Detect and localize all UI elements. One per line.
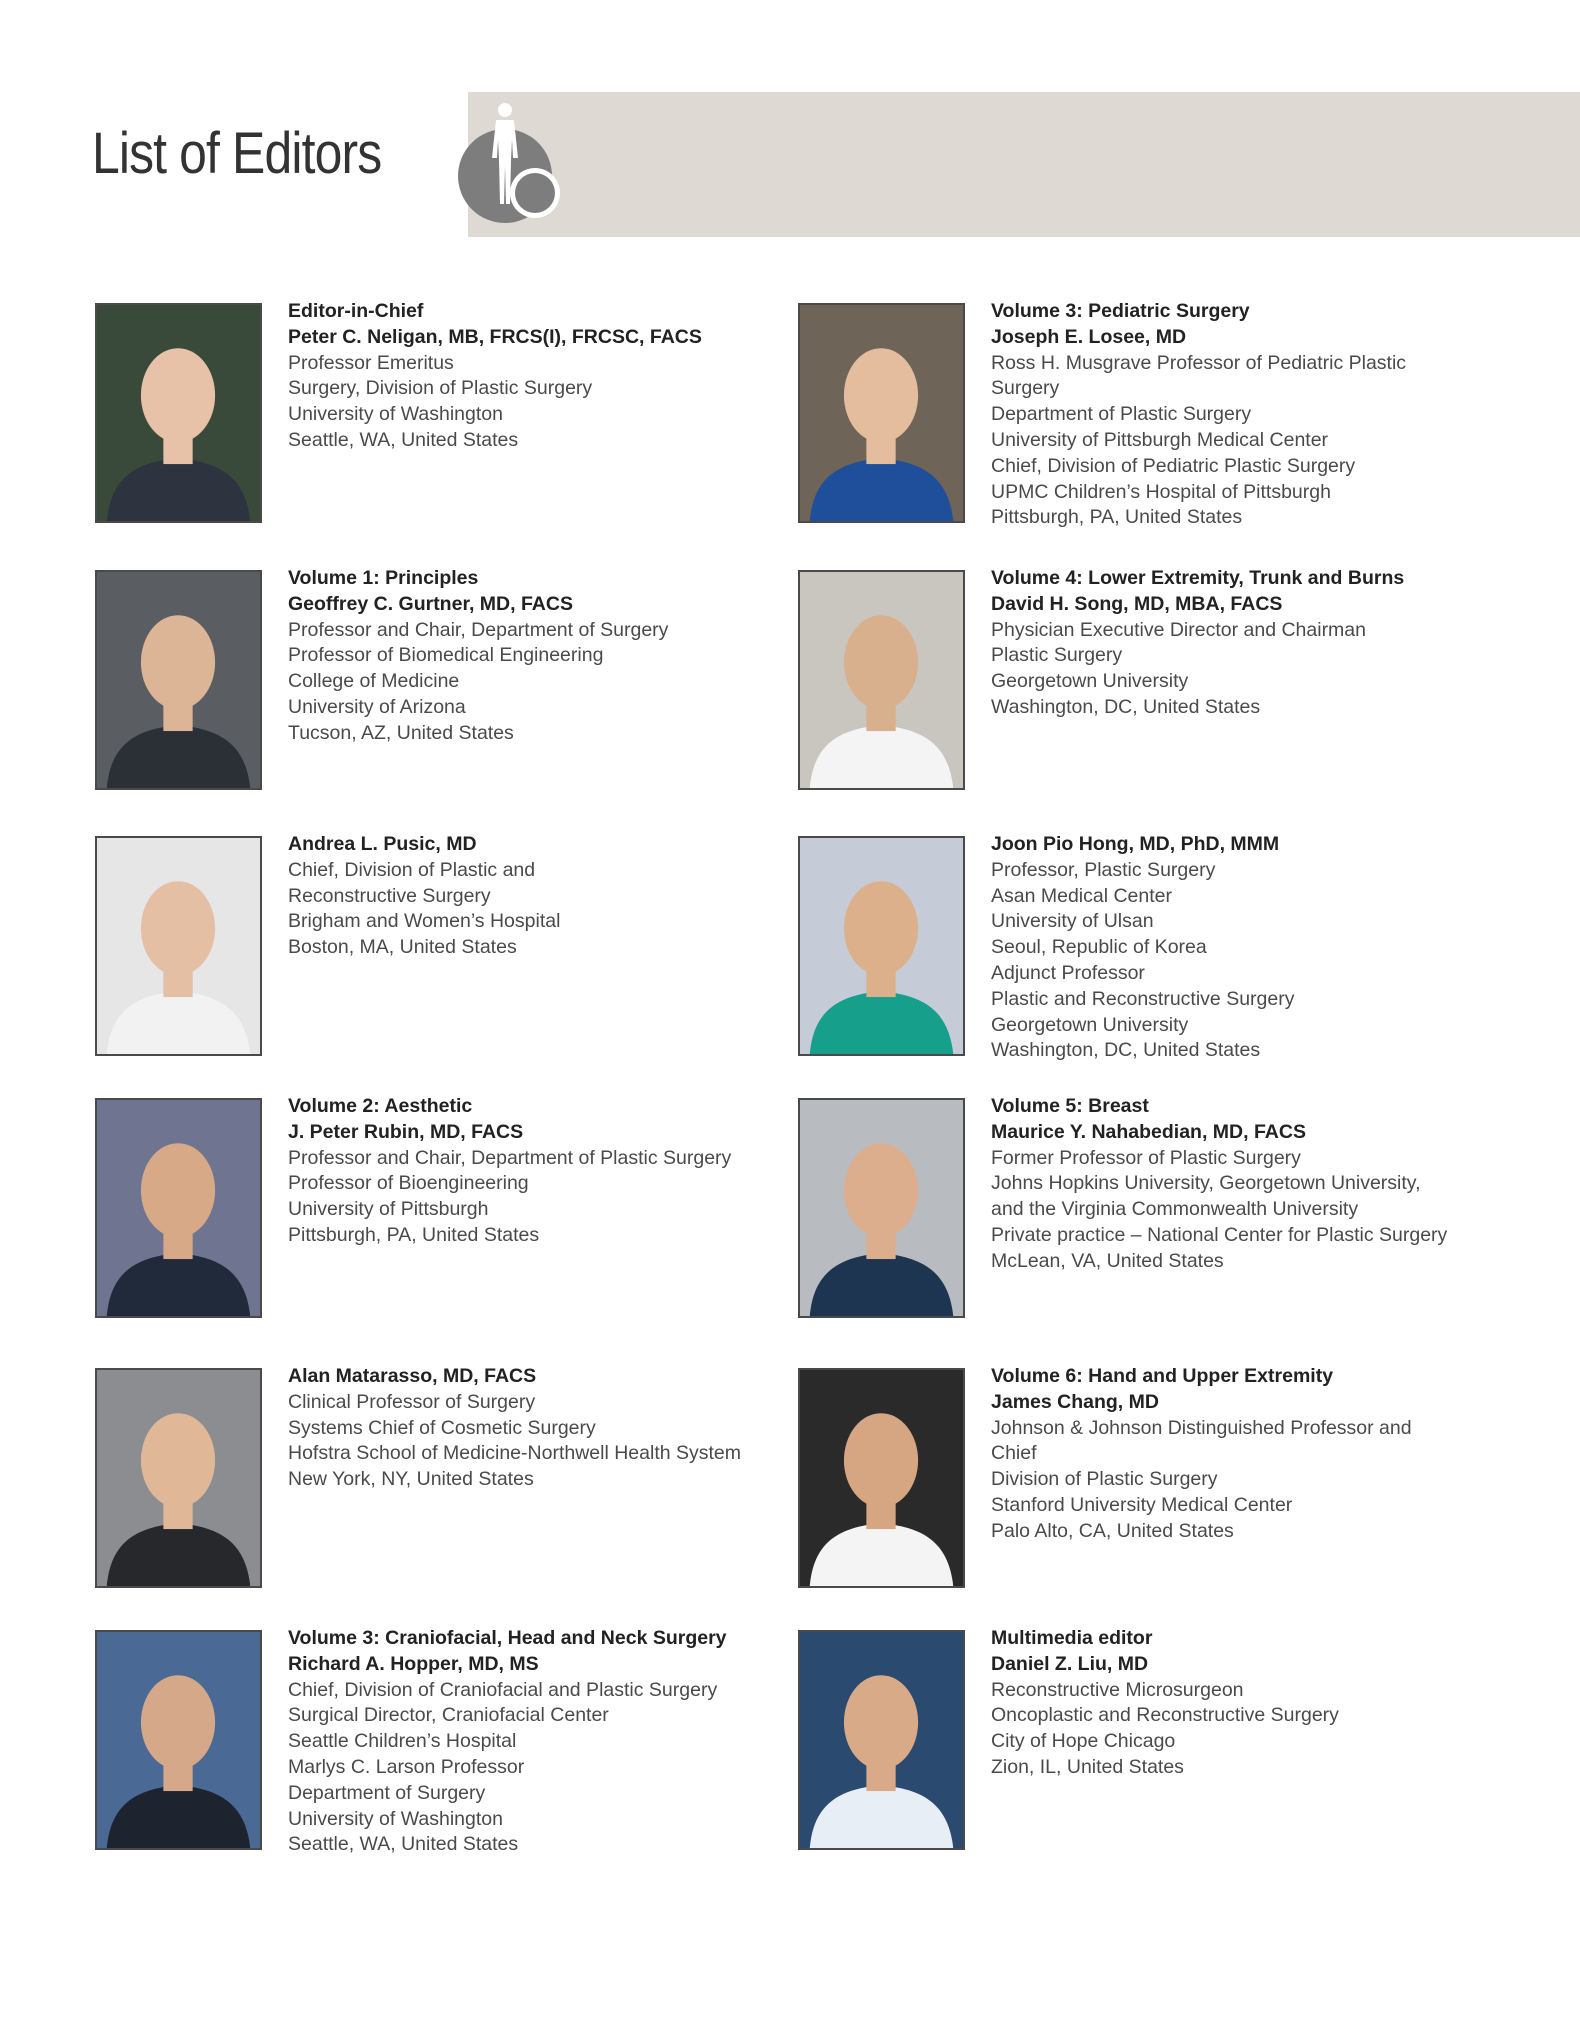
affiliation-line: Chief	[991, 1442, 1037, 1465]
affiliation-line: Chief, Division of Craniofacial and Plastic Surgery	[288, 1678, 718, 1701]
affiliation-line: Washington, DC, United States	[991, 1039, 1261, 1062]
affiliation-line: University of Pittsburgh Medical Center	[991, 428, 1329, 451]
editor-name: Joon Pio Hong, MD, PhD, MMM	[991, 833, 1280, 855]
affiliation-line: Physician Executive Director and Chairman	[991, 618, 1366, 641]
affiliation-line: Surgery, Division of Plastic Surgery	[288, 377, 593, 400]
affiliation-line: Surgery	[991, 377, 1060, 400]
editor-info	[991, 299, 1511, 531]
affiliation-line: Seattle, WA, United States	[288, 428, 519, 451]
affiliation-line: Tucson, AZ, United States	[288, 721, 514, 744]
affiliation-line: Georgetown University	[991, 670, 1189, 693]
editor-name: James Chang, MD	[991, 1390, 1159, 1413]
portrait-photo	[95, 303, 262, 523]
affiliation-line: Seattle, WA, United States	[288, 1833, 519, 1856]
affiliation-line: Private practice – National Center for Plastic Surgery	[991, 1223, 1448, 1246]
affiliation-line: Johnson & Johnson Distinguished Professor and	[991, 1416, 1412, 1439]
affiliation-line: Professor, Plastic Surgery	[991, 858, 1216, 881]
affiliation-line: McLean, VA, United States	[991, 1249, 1224, 1272]
editor-info	[288, 1094, 808, 1249]
volume-heading: Editor-in-Chief	[288, 300, 424, 322]
affiliation-line: Department of Plastic Surgery	[991, 403, 1252, 426]
portrait-photo	[95, 570, 262, 790]
editor-info	[991, 566, 1511, 721]
affiliation-line: Seoul, Republic of Korea	[991, 936, 1207, 959]
affiliation-line: University of Washington	[288, 1807, 503, 1830]
affiliation-line: Hofstra School of Medicine-Northwell Health System	[288, 1442, 742, 1465]
portrait-photo	[798, 303, 965, 523]
affiliation-line: Washington, DC, United States	[991, 695, 1261, 718]
affiliation-line: Professor and Chair, Department of Surgery	[288, 618, 669, 641]
portrait-photo	[95, 1630, 262, 1850]
editor-name: Joseph E. Losee, MD	[991, 325, 1187, 348]
editor-name: Peter C. Neligan, MB, FRCS(I), FRCSC, FACS	[288, 325, 702, 348]
affiliation-line: University of Washington	[288, 403, 503, 426]
affiliation-line: University of Arizona	[288, 695, 466, 718]
affiliation-line: Former Professor of Plastic Surgery	[991, 1146, 1301, 1169]
portrait-photo	[798, 1368, 965, 1588]
affiliation-line: Chief, Division of Pediatric Plastic Surgery	[991, 454, 1356, 477]
editor-name: Geoffrey C. Gurtner, MD, FACS	[288, 592, 573, 615]
editor-name: Andrea L. Pusic, MD	[288, 833, 477, 855]
editor-info	[288, 1626, 808, 1858]
affiliation-line: Marlys C. Larson Professor	[288, 1755, 525, 1778]
affiliation-line: UPMC Children’s Hospital of Pittsburgh	[991, 480, 1331, 503]
portrait-photo	[798, 836, 965, 1056]
affiliation-line: Pittsburgh, PA, United States	[991, 506, 1243, 529]
editor-info	[288, 299, 808, 454]
affiliation-line: Chief, Division of Plastic and	[288, 858, 536, 881]
affiliation-line: Georgetown University	[991, 1013, 1189, 1036]
affiliation-line: College of Medicine	[288, 670, 460, 693]
affiliation-line: Palo Alto, CA, United States	[991, 1519, 1234, 1542]
editor-name: J. Peter Rubin, MD, FACS	[288, 1120, 524, 1143]
editor-name: Daniel Z. Liu, MD	[991, 1652, 1149, 1675]
editor-name: David H. Song, MD, MBA, FACS	[991, 592, 1283, 615]
portrait-photo	[798, 1630, 965, 1850]
affiliation-line: Seattle Children’s Hospital	[288, 1730, 517, 1753]
portrait-photo	[95, 836, 262, 1056]
affiliation-line: Boston, MA, United States	[288, 936, 517, 959]
affiliation-line: Professor and Chair, Department of Plastic Surgery	[288, 1146, 732, 1169]
page-title: List of Editors	[92, 121, 382, 186]
editor-info	[991, 1364, 1511, 1545]
affiliation-line: Professor of Bioengineering	[288, 1172, 529, 1195]
affiliation-line: Stanford University Medical Center	[991, 1493, 1293, 1516]
volume-heading: Volume 2: Aesthetic	[288, 1095, 473, 1117]
affiliation-line: Brigham and Women’s Hospital	[288, 910, 561, 933]
affiliation-line: Reconstructive Surgery	[288, 884, 491, 907]
volume-heading: Volume 4: Lower Extremity, Trunk and Burns	[991, 567, 1405, 589]
affiliation-line: New York, NY, United States	[288, 1468, 534, 1491]
affiliation-line: Plastic Surgery	[991, 644, 1123, 667]
affiliation-line: Ross H. Musgrave Professor of Pediatric Plastic	[991, 351, 1407, 374]
affiliation-line: Clinical Professor of Surgery	[288, 1390, 536, 1413]
affiliation-line: Oncoplastic and Reconstructive Surgery	[991, 1704, 1339, 1727]
affiliation-line: Department of Surgery	[288, 1781, 486, 1804]
affiliation-line: Johns Hopkins University, Georgetown University,	[991, 1172, 1421, 1195]
affiliation-line: Professor Emeritus	[288, 351, 454, 374]
editor-info	[288, 832, 808, 961]
editor-name: Maurice Y. Nahabedian, MD, FACS	[991, 1120, 1306, 1143]
volume-heading: Volume 3: Pediatric Surgery	[991, 300, 1250, 322]
affiliation-line: Systems Chief of Cosmetic Surgery	[288, 1416, 596, 1439]
affiliation-line: Asan Medical Center	[991, 884, 1173, 907]
volume-heading: Volume 3: Craniofacial, Head and Neck Surgery	[288, 1627, 727, 1649]
affiliation-line: Surgical Director, Craniofacial Center	[288, 1704, 609, 1727]
affiliation-line: Division of Plastic Surgery	[991, 1468, 1218, 1491]
affiliation-line: Plastic and Reconstructive Surgery	[991, 987, 1295, 1010]
editor-info	[288, 566, 808, 747]
portrait-photo	[798, 570, 965, 790]
affiliation-line: Adjunct Professor	[991, 961, 1145, 984]
header-band	[468, 92, 1580, 237]
volume-heading: Multimedia editor	[991, 1627, 1153, 1649]
volume-heading: Volume 6: Hand and Upper Extremity	[991, 1365, 1334, 1387]
portrait-photo	[95, 1098, 262, 1318]
portrait-photo	[798, 1098, 965, 1318]
affiliation-line: City of Hope Chicago	[991, 1730, 1176, 1753]
body-figure-logo-icon	[455, 100, 563, 228]
portrait-photo	[95, 1368, 262, 1588]
editor-info	[288, 1364, 808, 1493]
affiliation-line: Zion, IL, United States	[991, 1755, 1184, 1778]
affiliation-line: Pittsburgh, PA, United States	[288, 1223, 540, 1246]
affiliation-line: and the Virginia Commonwealth University	[991, 1198, 1359, 1221]
volume-heading: Volume 1: Principles	[288, 567, 479, 589]
affiliation-line: Professor of Biomedical Engineering	[288, 644, 604, 667]
affiliation-line: Reconstructive Microsurgeon	[991, 1678, 1244, 1701]
affiliation-line: University of Ulsan	[991, 910, 1154, 933]
editor-name: Richard A. Hopper, MD, MS	[288, 1652, 539, 1675]
affiliation-line: University of Pittsburgh	[288, 1198, 489, 1221]
editor-info	[991, 1626, 1511, 1781]
editor-info	[991, 832, 1511, 1064]
volume-heading: Volume 5: Breast	[991, 1095, 1149, 1117]
editor-name: Alan Matarasso, MD, FACS	[288, 1365, 537, 1387]
editor-info	[991, 1094, 1511, 1275]
